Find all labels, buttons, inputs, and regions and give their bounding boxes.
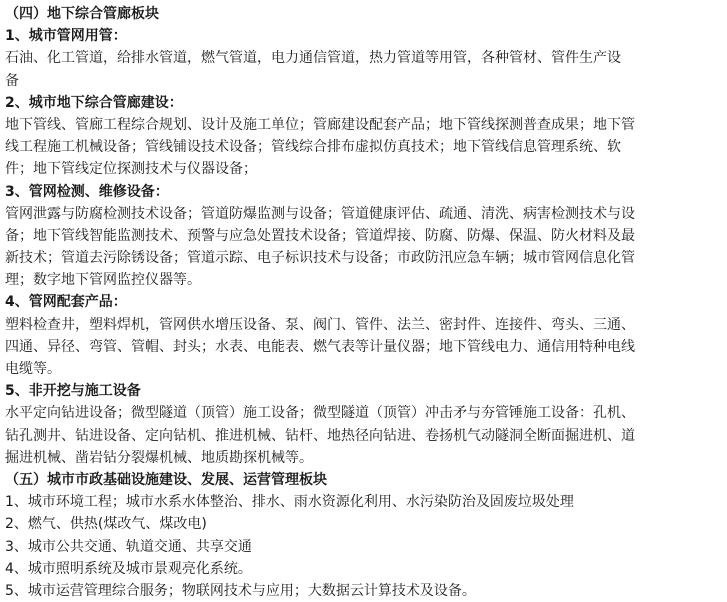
section-heading-5: （五）城市市政基础设施建设、发展、运营管理板块 <box>5 471 327 488</box>
section-heading-4: （四）地下综合管廊板块 <box>5 6 159 22</box>
paragraph-line: 线工程施工机械设备；管线铺设技术设备；管线综合排布虚拟仿真技术；地下管线信息管理系统、软 <box>5 139 621 156</box>
paragraph-line: 件；地下管线定位探测技术与仪器设备； <box>5 161 257 178</box>
paragraph-line: 管网泄露与防腐检测技术设备；管道防爆监测与设备；管道健康评估、疏通、清洗、病害检测技术与设 <box>5 205 635 222</box>
paragraph-line: 石油、化工管道，给排水管道，燃气管道，电力通信管道，热力管道等用管，各种管材、管件生产设 <box>5 50 621 67</box>
item-heading-utility-tunnel-construction: 2、城市地下综合管廊建设： <box>5 94 183 111</box>
list-item: 2、燃气、供热(煤改气、煤改电) <box>5 516 207 533</box>
paragraph-line: 电缆等。 <box>5 361 61 377</box>
paragraph-line: 掘进机械、凿岩钻分裂爆机械、地质勘探机械等。 <box>5 449 313 466</box>
item-heading-pipe-network-pipes: 1、城市管网用管： <box>5 28 127 45</box>
item-heading-supporting-products: 4、管网配套产品： <box>5 294 127 311</box>
paragraph-line: 钻孔测井、钻进设备、定向钻机、推进机械、钻杆、地热径向钻进、卷扬机气动隧洞全断面掘进机、道 <box>5 427 635 444</box>
list-item: 1、城市环境工程；城市水系水体整治、排水、雨水资源化利用、水污染防治及固废垃圾处理 <box>5 494 574 511</box>
item-heading-inspection-maintenance: 3、管网检测、维修设备： <box>5 183 169 200</box>
paragraph-line: 新技术；管道去污除锈设备；管道示踪、电子标识技术与设备；市政防汛应急车辆；城市管网信息化管 <box>5 250 635 267</box>
paragraph-line: 水平定向钻进设备；微型隧道（顶管）施工设备；微型隧道（顶管）冲击矛与夯管锤施工设备：孔机、 <box>5 405 635 422</box>
item-heading-trenchless-equipment: 5、非开挖与施工设备 <box>5 383 141 400</box>
paragraph-line: 理；数字地下管网监控仪器等。 <box>5 272 201 289</box>
paragraph-line: 地下管线、管廊工程综合规划、设计及施工单位；管廊建设配套产品；地下管线探测普查成果；地下管 <box>5 116 635 133</box>
list-item: 3、城市公共交通、轨道交通、共享交通 <box>5 538 252 555</box>
list-item: 4、城市照明系统及城市景观亮化系统。 <box>5 560 252 577</box>
paragraph-line: 备 <box>5 72 19 89</box>
list-item: 5、城市运营管理综合服务；物联网技术与应用；大数据云计算技术及设备。 <box>5 582 476 599</box>
paragraph-line: 备；地下管线智能监测技术、预警与应急处置技术设备；管道焊接、防腐、防爆、保温、防火材料及最 <box>5 227 635 244</box>
paragraph-line: 塑料检查井，塑料焊机，管网供水增压设备、泵、阀门、管件、法兰、密封件、连接件、弯头、三通、 <box>5 316 635 333</box>
paragraph-line: 四通、异径、弯管、管帽、封头；水表、电能表、燃气表等计量仪器；地下管线电力、通信用特种电线 <box>5 338 635 355</box>
